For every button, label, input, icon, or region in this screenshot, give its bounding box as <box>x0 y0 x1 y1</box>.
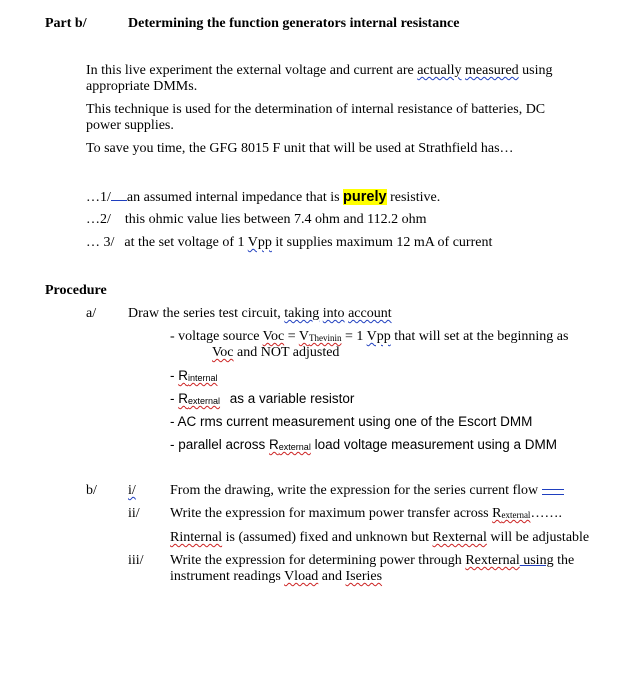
step-bii-text <box>170 506 562 523</box>
intro-p1-text-a: In this live experiment the external voltage and current are <box>86 63 418 78</box>
item-ac-current: - AC rms current measurement using one of the Escort DMM <box>170 414 533 429</box>
thevinin-subscript: Thevinin <box>308 333 342 343</box>
intro-paragraph-1 <box>86 63 553 79</box>
item-1-eq: = <box>284 329 299 344</box>
assumption-1-number: …1/ <box>86 190 111 205</box>
assumption-3-text-a: at the set voltage of 1 <box>124 235 248 250</box>
vload-word: Vload <box>284 569 319 584</box>
step-a-label: a/ <box>86 306 97 321</box>
ellipsis: ……. <box>530 506 562 521</box>
word-using: using <box>519 553 554 568</box>
step-biii-text <box>170 553 574 569</box>
item-1-text-a: - voltage source <box>170 329 263 344</box>
step-biii-line-2 <box>170 569 382 585</box>
rinternal-word: Rinternal <box>170 530 223 545</box>
item-1-text-b: = 1 <box>341 329 367 344</box>
item-r-external <box>170 391 354 409</box>
word-into: into <box>322 306 345 321</box>
step-bii-line2-text-b: will be adjustable <box>486 530 590 545</box>
assumption-2-text: this ohmic value lies between 7.4 ohm and 112.2 ohm <box>124 212 427 227</box>
step-biii-text-b: the <box>553 553 575 568</box>
r-external-symbol <box>178 391 220 406</box>
assumption-3-vpp: Vpp <box>247 235 272 250</box>
external-subscript: external <box>501 510 531 520</box>
item-1-text-c: that will set at the beginning as <box>390 329 569 344</box>
rexternal-word-2: Rexternal <box>465 553 520 568</box>
item-5-text-a: - parallel across <box>170 437 270 452</box>
item-1-line-2-text: and NOT adjusted <box>233 345 340 360</box>
v-thevenin-symbol <box>299 329 342 344</box>
r-letter: R <box>492 506 502 521</box>
item-3-text: as a variable resistor <box>226 391 355 406</box>
external-subscript: external <box>278 442 311 452</box>
r-internal-symbol <box>178 368 217 383</box>
intro-p1-word-actually: actually <box>417 63 462 78</box>
answer-blank <box>542 489 564 495</box>
item-r-internal <box>170 368 218 386</box>
assumption-2-number: …2/ <box>86 212 111 227</box>
item-3-dash: - <box>170 391 179 406</box>
step-bii-label: ii/ <box>128 506 140 521</box>
step-b-label: b/ <box>86 483 97 498</box>
step-bii-line2-text-a: is (assumed) fixed and unknown but <box>222 530 433 545</box>
assumption-3-text-b: it supplies maximum 12 mA of current <box>271 235 493 250</box>
intro-paragraph-2: This technique is used for the determination of internal resistance of batteries, DC <box>86 102 546 117</box>
intro-p1-word-measured: measured <box>465 63 519 78</box>
assumption-2 <box>86 212 427 228</box>
step-biii-label: iii/ <box>128 553 144 568</box>
external-subscript: external <box>188 396 221 406</box>
r-letter: R <box>178 368 188 383</box>
step-biii-question: Write the expression for determining power through <box>170 553 466 568</box>
assumption-3 <box>86 235 492 251</box>
step-a-text <box>128 306 392 322</box>
rexternal-word: Rexternal <box>432 530 487 545</box>
voc-symbol: Voc <box>262 329 285 344</box>
internal-subscript: internal <box>188 373 218 383</box>
step-bi-question: From the drawing, write the expression for the series current flow <box>170 483 539 498</box>
v-letter: V <box>298 329 309 344</box>
step-bii-line-2 <box>170 530 589 546</box>
assumption-1 <box>86 188 440 206</box>
intro-paragraph-3: To save you time, the GFG 8015 F unit that will be used at Strathfield has… <box>86 141 514 156</box>
word-taking: taking <box>284 306 320 321</box>
blank-line <box>111 188 127 201</box>
part-label: Part b/ <box>45 16 87 31</box>
assumption-1-text-b: resistive. <box>386 190 441 205</box>
iseries-word: Iseries <box>345 569 383 584</box>
r-external-symbol-2 <box>269 437 311 452</box>
step-bi-text <box>170 483 564 499</box>
r-letter: R <box>269 437 279 452</box>
assumption-3-number: … 3/ <box>86 235 115 250</box>
item-5-text-b: load voltage measurement using a DMM <box>310 437 557 452</box>
step-biii-line2-text: instrument readings <box>170 569 285 584</box>
r-external-symbol-3 <box>492 506 530 521</box>
page-title: Determining the function generators internal resistance <box>128 16 460 31</box>
step-a-text-a: Draw the series test circuit, <box>128 306 285 321</box>
intro-paragraph-2-line-2: power supplies. <box>86 118 174 133</box>
r-letter: R <box>178 391 188 406</box>
highlighted-word: purely <box>343 189 387 205</box>
voc-symbol-2: Voc <box>212 345 234 360</box>
intro-p1-text-b: using <box>518 63 553 78</box>
intro-paragraph-1-line-2: appropriate DMMs. <box>86 79 198 94</box>
step-bii-question: Write the expression for maximum power transfer across <box>170 506 493 521</box>
item-voltage-source <box>170 329 568 346</box>
word-and: and <box>318 569 346 584</box>
item-voltage-source-line-2 <box>212 345 339 361</box>
procedure-heading: Procedure <box>45 283 107 298</box>
step-bi-label: i/ <box>128 483 136 498</box>
item-2-dash: - <box>170 368 179 383</box>
assumption-1-text-a: an assumed internal impedance that is <box>126 190 344 205</box>
item-parallel-voltage <box>170 437 557 455</box>
vpp-symbol: Vpp <box>366 329 391 344</box>
word-account: account <box>348 306 392 321</box>
